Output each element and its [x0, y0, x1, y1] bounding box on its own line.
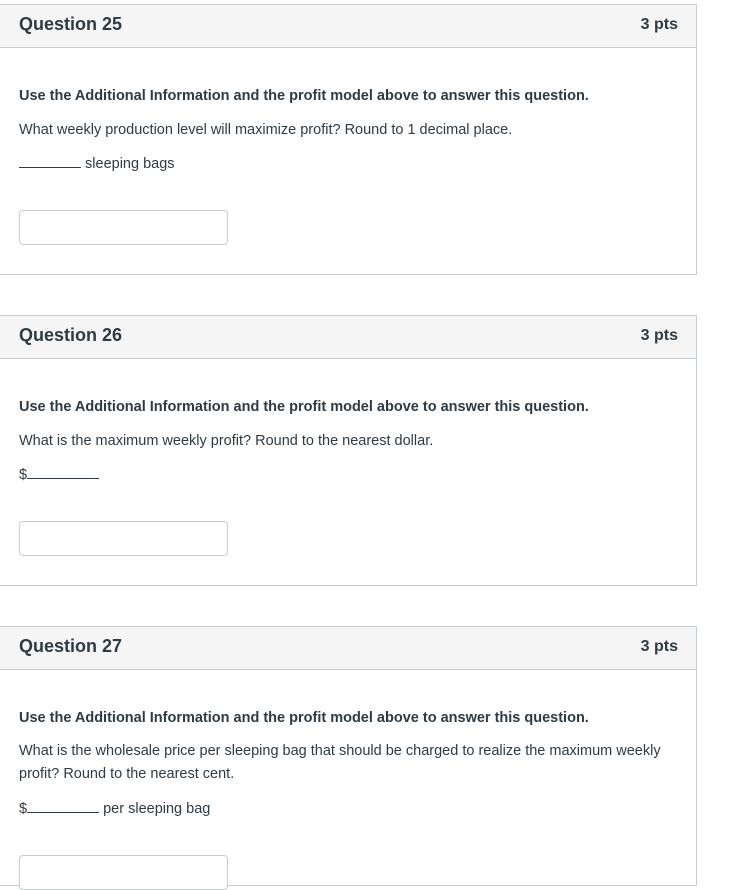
answer-suffix: sleeping bags [85, 156, 175, 172]
question-text: What weekly production level will maximize profit? Round to 1 decimal place. [19, 122, 513, 138]
question-instruction: Use the Additional Information and the profit model above to answer this question. [19, 399, 589, 415]
question-points: 3 pts [640, 327, 678, 344]
question-26 [0, 315, 697, 586]
answer-prefix: $ [19, 801, 28, 817]
question-header [0, 627, 696, 670]
question-text: What is the maximum weekly profit? Round to the nearest dollar. [19, 433, 434, 449]
question-points: 3 pts [640, 638, 678, 655]
answer-input[interactable] [19, 210, 228, 245]
question-title: Question 25 [19, 14, 123, 34]
answer-blank [27, 466, 99, 479]
question-25 [0, 4, 697, 275]
answer-prefix: $ [19, 467, 28, 483]
question-title: Question 26 [19, 325, 123, 345]
question-header [0, 5, 696, 48]
answer-blank [27, 800, 99, 813]
answer-input[interactable] [19, 521, 228, 556]
answer-line [19, 800, 210, 817]
question-header [0, 316, 696, 359]
question-instruction: Use the Additional Information and the profit model above to answer this question. [19, 710, 589, 726]
question-27 [0, 626, 697, 886]
answer-input[interactable] [19, 855, 228, 890]
answer-line [19, 466, 99, 483]
answer-blank [19, 155, 81, 168]
answer-line [19, 155, 175, 172]
question-text: What is the wholesale price per sleeping bag that should be charged to realize the maximum weekly profit? Round to the nearest cent. [19, 743, 661, 782]
question-points: 3 pts [640, 16, 678, 33]
question-instruction: Use the Additional Information and the profit model above to answer this question. [19, 88, 589, 104]
question-title: Question 27 [19, 636, 123, 656]
answer-suffix: per sleeping bag [103, 801, 211, 817]
